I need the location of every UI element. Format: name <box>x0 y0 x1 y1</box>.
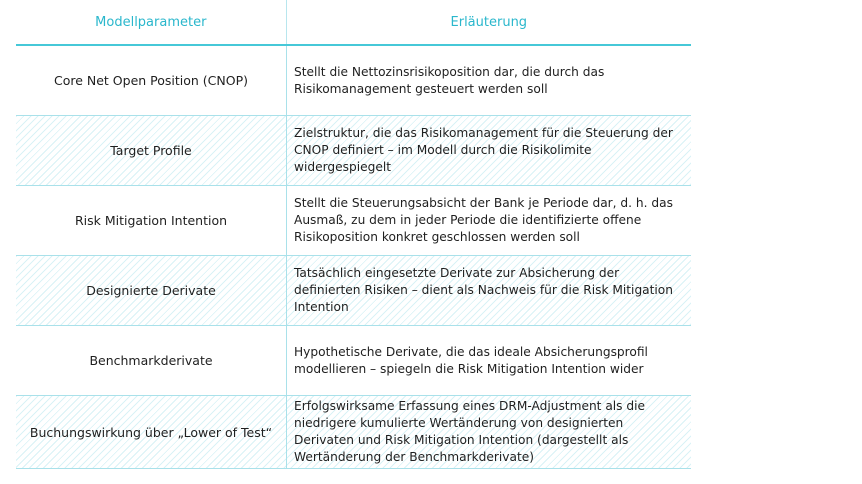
param-cell: Core Net Open Position (CNOP) <box>53 73 249 88</box>
table-row <box>16 46 691 116</box>
table-header <box>16 0 691 46</box>
header-param: Modellparameter <box>95 14 207 30</box>
desc-cell: Stellt die Steuerungsabsicht der Bank je Periode dar, d. h. das Ausmaß, zu dem in jeder Periode die identifizierte offene Risikoposition konkret geschlossen werden soll <box>286 186 691 255</box>
model-parameter-table <box>16 0 691 469</box>
desc-cell: Erfolgswirksame Erfassung eines DRM-Adjustment als die niedrigere kumulierte Wertänderung von designierten Derivaten und Risk Mitigation Intention (dargestellt als Wertänderung der Benchmarkderivate) <box>286 396 691 468</box>
desc-cell: Hypothetische Derivate, die das ideale Absicherungsprofil modellieren – spiegeln die Risk Mitigation Intention wider <box>286 326 691 395</box>
table-row <box>16 186 691 256</box>
table-row <box>16 256 691 326</box>
table-row <box>16 116 691 186</box>
param-cell: Risk Mitigation Intention <box>74 213 228 228</box>
param-cell: Buchungswirkung über „Lower of Test“ <box>29 424 273 440</box>
param-cell: Designierte Derivate <box>86 283 216 298</box>
param-cell: Target Profile <box>110 143 192 158</box>
desc-cell: Stellt die Nettozinsrisikoposition dar, die durch das Risikomanagement gesteuert werden soll <box>286 46 691 115</box>
table-row <box>16 326 691 396</box>
desc-cell: Tatsächlich eingesetzte Derivate zur Absicherung der definierten Risiken – dient als Nachweis für die Risk Mitigation Intention <box>286 256 691 325</box>
header-desc: Erläuterung <box>286 0 691 44</box>
param-cell: Benchmarkderivate <box>89 353 213 368</box>
desc-cell: Zielstruktur, die das Risikomanagement für die Steuerung der CNOP definiert – im Modell durch die Risikolimite widergespiegelt <box>286 116 691 185</box>
table-row <box>16 396 691 469</box>
